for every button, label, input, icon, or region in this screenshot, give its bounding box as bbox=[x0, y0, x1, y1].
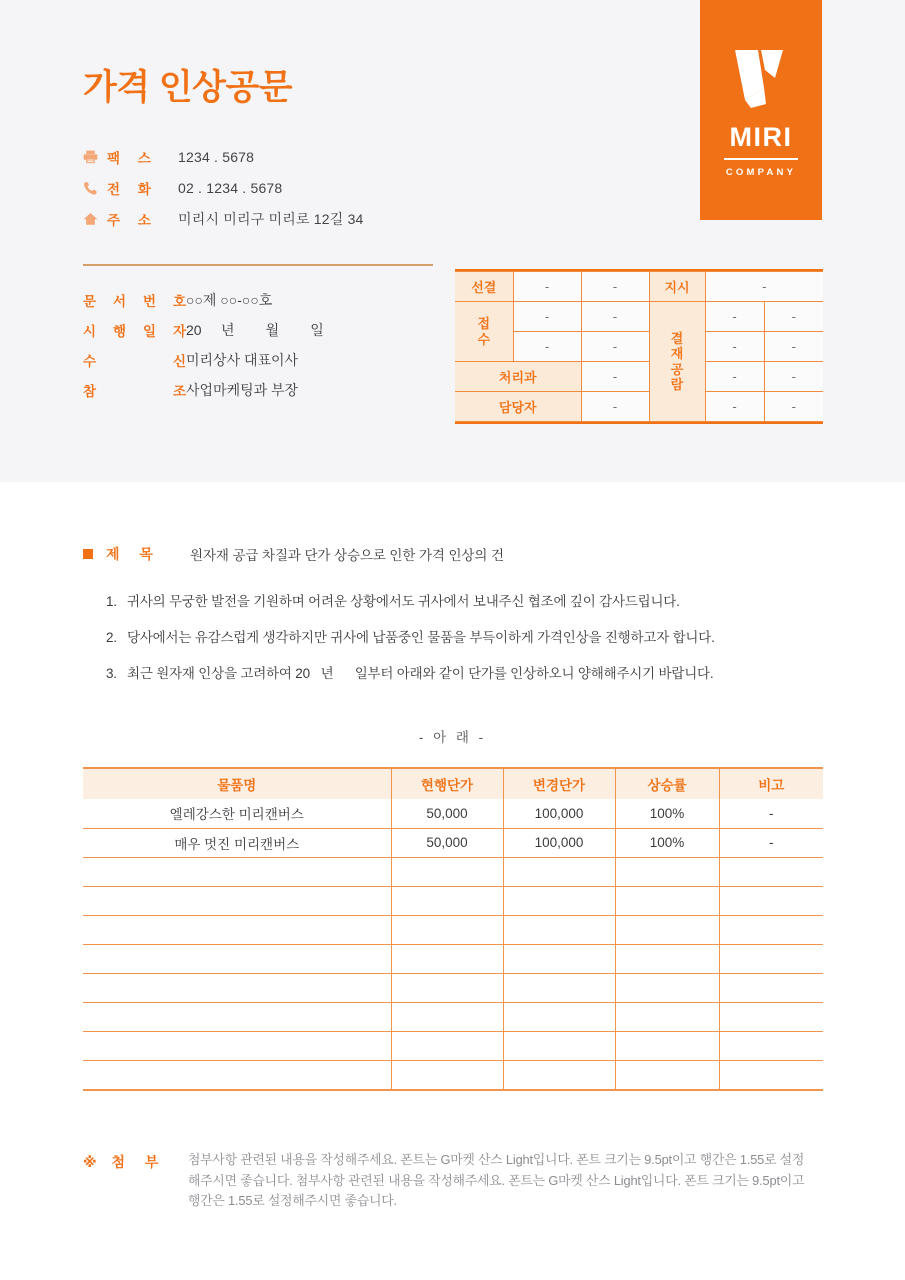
square-bullet-icon bbox=[83, 549, 93, 559]
approval-row-cheorigwa bbox=[455, 362, 823, 392]
attachment-header bbox=[83, 1150, 188, 1212]
approval-cell: - bbox=[513, 302, 581, 332]
subject-line bbox=[83, 544, 504, 564]
approval-cell: - bbox=[581, 332, 649, 362]
attachment-text: 첨부사항 관련된 내용을 작성해주세요. 폰트는 G마켓 산스 Light입니다. 폰트 크기는 9.5pt이고 행간은 1.55로 설정해주시면 좋습니다. 첨부사항 관련된 내용을 작성해주세요. 폰트는 G마켓 산스 Light입니다. 폰트 크기는 9.5pt이고 행간은 1.55로 설정해주시면 좋습니다. bbox=[188, 1152, 805, 1209]
cell-empty bbox=[719, 1031, 823, 1060]
contact-label-phone: 전 화 bbox=[107, 181, 158, 197]
approval-label-damdangja: 담당자 bbox=[455, 392, 581, 422]
logo-divider bbox=[724, 158, 798, 160]
approval-label-gyeoljae: 결 재 공 람 bbox=[649, 302, 705, 422]
price-table-wrapper bbox=[83, 767, 823, 1091]
subject-label: 제 목 bbox=[106, 546, 161, 562]
cell-empty bbox=[391, 1031, 503, 1060]
company-logo-block bbox=[700, 0, 822, 220]
price-table-header-row bbox=[83, 769, 823, 799]
cell-empty bbox=[83, 915, 391, 944]
table-row-empty bbox=[83, 944, 823, 973]
table-row-empty bbox=[83, 1060, 823, 1089]
cell-empty bbox=[83, 1031, 391, 1060]
cell-item: 엘레강스한 미리캔버스 bbox=[83, 799, 391, 828]
approval-row-jeopsu-1 bbox=[455, 302, 823, 332]
cell-rate: 100% bbox=[615, 799, 719, 828]
cell-new: 100,000 bbox=[503, 828, 615, 857]
table-row-empty bbox=[83, 886, 823, 915]
approval-cell: - bbox=[705, 272, 823, 302]
cell-empty bbox=[503, 886, 615, 915]
docinfo-value-recipient: 미리상사 대표이사 bbox=[186, 352, 299, 368]
approval-cell: - bbox=[764, 302, 823, 332]
docinfo-divider bbox=[83, 264, 433, 266]
cell-empty bbox=[391, 886, 503, 915]
docinfo-label-date: 시 행 일 자 bbox=[83, 324, 186, 339]
cell-current: 50,000 bbox=[391, 799, 503, 828]
paragraph-number: 3. bbox=[106, 666, 117, 681]
approval-cell: - bbox=[513, 332, 581, 362]
approval-label-cheorigwa: 처리과 bbox=[455, 362, 581, 392]
contact-row-fax bbox=[83, 141, 364, 172]
docinfo-label-number: 문 서 번 호 bbox=[83, 294, 186, 309]
price-table-body bbox=[83, 799, 823, 1089]
docinfo-row-date bbox=[83, 315, 433, 345]
paragraph-text: 귀사의 무궁한 발전을 기원하며 어려운 상황에서도 귀사에서 보내주신 협조에 깊이 감사드립니다. bbox=[127, 594, 680, 609]
approval-row-seongyeol bbox=[455, 272, 823, 302]
approval-cell: - bbox=[705, 302, 764, 332]
cell-current: 50,000 bbox=[391, 828, 503, 857]
price-col-new: 변경단가 bbox=[503, 769, 615, 799]
cell-empty bbox=[503, 973, 615, 1002]
home-icon bbox=[83, 212, 104, 226]
docinfo-row-number bbox=[83, 285, 433, 315]
cell-item: 매우 멋진 미리캔버스 bbox=[83, 828, 391, 857]
contact-value-phone: 02 . 1234 . 5678 bbox=[178, 179, 283, 196]
approval-label-jisi: 지시 bbox=[649, 272, 705, 302]
contact-label-fax: 팩 스 bbox=[107, 150, 158, 166]
table-row-empty bbox=[83, 915, 823, 944]
cell-empty bbox=[719, 886, 823, 915]
contact-row-address bbox=[83, 203, 364, 234]
price-col-current: 현행단가 bbox=[391, 769, 503, 799]
contact-value-fax: 1234 . 5678 bbox=[178, 148, 255, 165]
contact-row-phone bbox=[83, 172, 364, 203]
approval-cell: - bbox=[764, 362, 823, 392]
attachment-label: 첨 부 bbox=[111, 1154, 167, 1170]
table-row-empty bbox=[83, 973, 823, 1002]
cell-empty bbox=[503, 944, 615, 973]
cell-empty bbox=[83, 973, 391, 1002]
logo-name: MIRI bbox=[729, 122, 793, 152]
approval-cell: - bbox=[764, 392, 823, 422]
cell-empty bbox=[391, 1002, 503, 1031]
approval-cell: - bbox=[513, 272, 581, 302]
cell-empty bbox=[83, 944, 391, 973]
paragraph-text: 당사에서는 유감스럽게 생각하지만 귀사에 납품중인 물품을 부득이하게 가격인상을 진행하고자 합니다. bbox=[127, 630, 715, 645]
docinfo-label-recipient: 수 신 bbox=[83, 354, 186, 369]
cell-empty bbox=[615, 886, 719, 915]
table-row-empty bbox=[83, 1031, 823, 1060]
cell-empty bbox=[391, 915, 503, 944]
approval-cell: - bbox=[581, 362, 649, 392]
below-marker: - 아 래 - bbox=[418, 730, 487, 745]
cell-empty bbox=[615, 1002, 719, 1031]
cell-empty bbox=[719, 1060, 823, 1089]
contact-value-address: 미리시 미리구 미리로 12길 34 bbox=[178, 210, 364, 227]
document-info-block bbox=[83, 264, 433, 405]
price-col-note: 비고 bbox=[719, 769, 823, 799]
cell-empty bbox=[719, 857, 823, 886]
approval-cell: - bbox=[705, 362, 764, 392]
cell-rate: 100% bbox=[615, 828, 719, 857]
cell-empty bbox=[83, 1060, 391, 1089]
paragraph-item bbox=[106, 662, 836, 698]
approval-cell: - bbox=[581, 302, 649, 332]
cell-note: - bbox=[719, 828, 823, 857]
cell-empty bbox=[391, 857, 503, 886]
contact-info-list bbox=[83, 141, 364, 234]
cell-empty bbox=[615, 944, 719, 973]
approval-cell: - bbox=[581, 272, 649, 302]
cell-empty bbox=[615, 915, 719, 944]
cell-empty bbox=[615, 1060, 719, 1089]
cell-empty bbox=[503, 1002, 615, 1031]
cell-new: 100,000 bbox=[503, 799, 615, 828]
price-col-item: 물품명 bbox=[83, 769, 391, 799]
approval-cell: - bbox=[764, 332, 823, 362]
cell-empty bbox=[503, 1060, 615, 1089]
logo-subtitle: COMPANY bbox=[725, 167, 797, 178]
cell-empty bbox=[503, 857, 615, 886]
approval-row-damdangja bbox=[455, 392, 823, 422]
table-row-empty bbox=[83, 1002, 823, 1031]
contact-label-address: 주 소 bbox=[107, 212, 158, 228]
cell-empty bbox=[615, 1031, 719, 1060]
docinfo-value-date: 20 년 월 일 bbox=[186, 322, 324, 338]
cell-empty bbox=[615, 857, 719, 886]
phone-icon bbox=[83, 181, 104, 195]
table-row bbox=[83, 828, 823, 857]
approval-cell: - bbox=[705, 332, 764, 362]
cell-empty bbox=[719, 915, 823, 944]
cell-empty bbox=[83, 886, 391, 915]
docinfo-row-recipient bbox=[83, 345, 433, 375]
paragraph-item bbox=[106, 626, 836, 662]
docinfo-value-cc: 사업마케팅과 부장 bbox=[186, 382, 299, 398]
cell-empty bbox=[615, 973, 719, 1002]
cell-empty bbox=[83, 1002, 391, 1031]
cell-empty bbox=[391, 944, 503, 973]
paragraph-item bbox=[106, 590, 836, 626]
paragraph-list bbox=[106, 590, 836, 698]
approval-label-jeopsu: 접 수 bbox=[455, 302, 513, 362]
cell-note: - bbox=[719, 799, 823, 828]
approval-cell: - bbox=[581, 392, 649, 422]
cell-empty bbox=[503, 1031, 615, 1060]
approval-cell: - bbox=[705, 392, 764, 422]
asterisk-icon: ※ bbox=[83, 1154, 97, 1170]
chevron-logo-mark-icon bbox=[731, 48, 791, 110]
table-row bbox=[83, 799, 823, 828]
cell-empty bbox=[719, 1002, 823, 1031]
docinfo-label-cc: 참 조 bbox=[83, 384, 186, 399]
paragraph-text: 최근 원자재 인상을 고려하여 20 년 일부터 아래와 같이 단가를 인상하오니 양해해주시기 바랍니다. bbox=[127, 666, 714, 681]
table-row-empty bbox=[83, 857, 823, 886]
printer-icon bbox=[83, 150, 104, 164]
cell-empty bbox=[719, 973, 823, 1002]
docinfo-row-cc bbox=[83, 375, 433, 405]
attachment-section bbox=[83, 1150, 823, 1212]
cell-empty bbox=[719, 944, 823, 973]
cell-empty bbox=[391, 973, 503, 1002]
approval-table bbox=[455, 271, 823, 422]
cell-empty bbox=[391, 1060, 503, 1089]
price-col-rate: 상승률 bbox=[615, 769, 719, 799]
docinfo-value-number: ○○제 ○○-○○호 bbox=[186, 292, 273, 308]
paragraph-number: 1. bbox=[106, 594, 117, 609]
page-title: 가격 인상공문 bbox=[83, 68, 293, 107]
price-table bbox=[83, 769, 823, 1089]
cell-empty bbox=[503, 915, 615, 944]
paragraph-number: 2. bbox=[106, 630, 117, 645]
cell-empty bbox=[83, 857, 391, 886]
subject-text: 원자재 공급 차질과 단가 상승으로 인한 가격 인상의 건 bbox=[190, 548, 504, 563]
approval-label-seongyeol: 선결 bbox=[455, 272, 513, 302]
approval-stamp-table bbox=[455, 269, 823, 424]
